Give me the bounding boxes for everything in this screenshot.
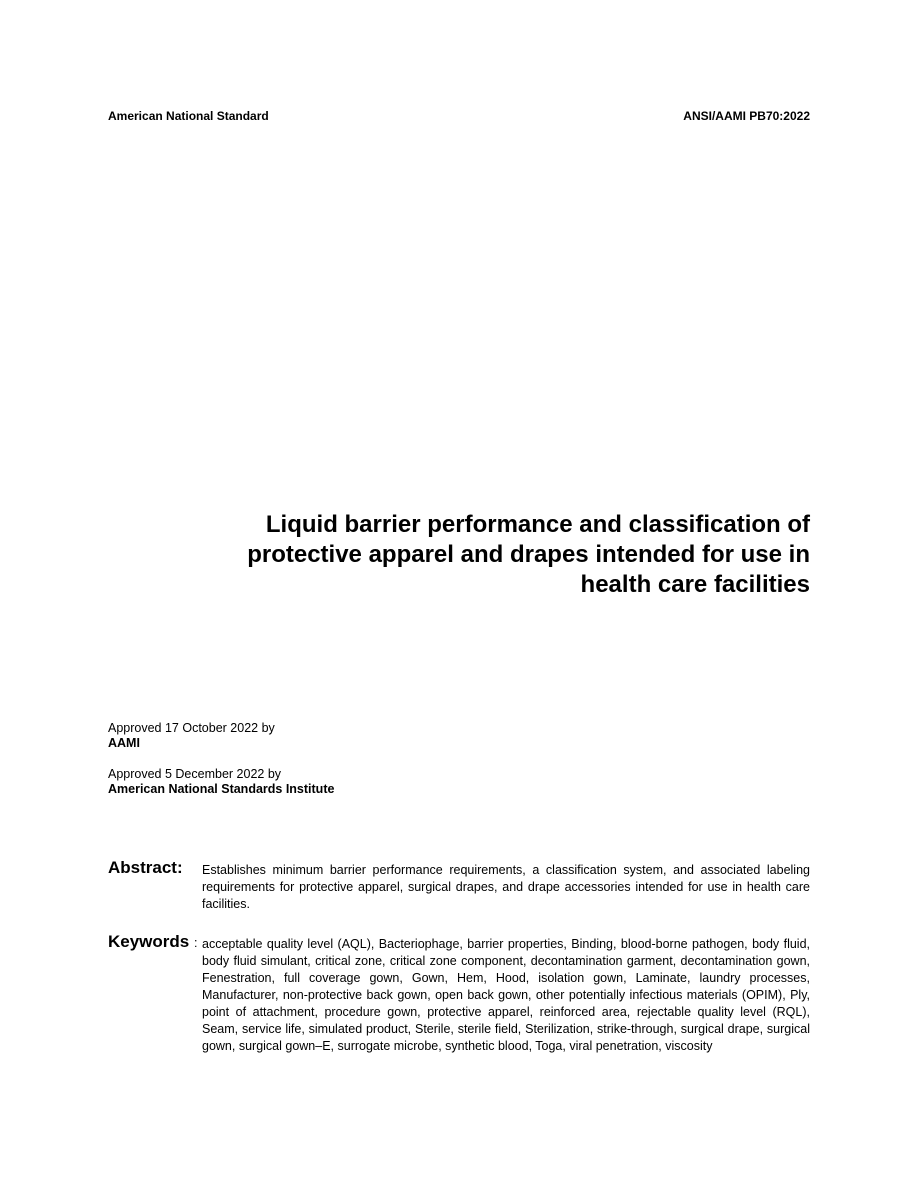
header-document-number: ANSI/AAMI PB70:2022 — [683, 109, 810, 123]
title-line-1: Liquid barrier performance and classification of — [265, 511, 810, 538]
header-standard-label: American National Standard — [108, 109, 269, 123]
approval-ansi-text: Approved 5 December 2022 by — [108, 767, 282, 781]
title-line-3: health care facilities — [580, 571, 810, 598]
keywords-text: acceptable quality level (AQL), Bacteriophage, barrier properties, Binding, blood-borne pathogen, body fluid, body fluid simulant, critical zone, critical zone component, decontamination garment, decontamination gown, Fenestration, full coverage gown, Gown, Hem, Hood, isolation gown, Laminate, laundry processes, Manufacturer, non-protective back gown, open back gown, other potentially infectious materials (OPIM), Ply, point of attachment, procedure gown, protective apparel, reinforced area, rejectable quality level (RQL), Seam, service life, simulated product, Sterile, sterile field, Sterilization, strike-through, surgical drape, surgical gown, surgical gown–E, surrogate microbe, synthetic blood, Toga, viral penetration, viscosity — [202, 937, 810, 1053]
approval-ansi — [108, 767, 334, 797]
title-line-2: protective apparel and drapes intended for use in — [247, 541, 810, 568]
approval-aami — [108, 721, 275, 751]
document-title — [110, 510, 810, 600]
keywords-label: Keywords — [108, 932, 190, 951]
keywords-colon: : — [194, 936, 198, 950]
approval-ansi-org: American National Standards Institute — [108, 782, 335, 796]
abstract-text: Establishes minimum barrier performance requirements, a classification system, and associated labeling requirements for protective apparel, surgical drapes, and drape accessories intended for use in health care facilities. — [202, 863, 810, 911]
abstract-label: Abstract: — [108, 858, 183, 877]
approval-aami-org: AAMI — [108, 736, 140, 750]
approval-aami-text: Approved 17 October 2022 by — [108, 721, 275, 735]
